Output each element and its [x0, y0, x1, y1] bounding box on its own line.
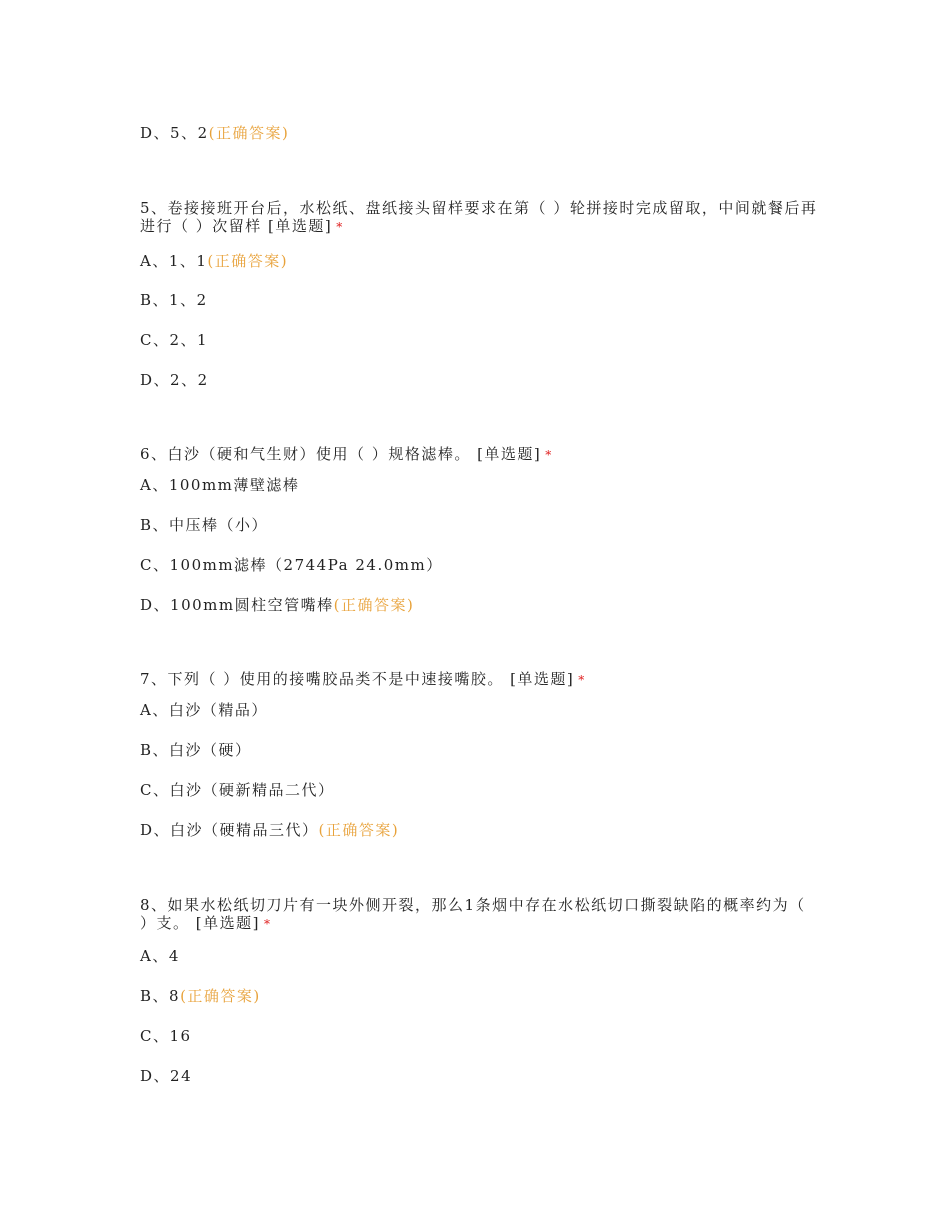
required-mark: * [578, 673, 586, 687]
required-mark: * [545, 448, 553, 462]
option-text: C、16 [140, 1027, 192, 1045]
question-7-option-a [140, 701, 268, 719]
option-text: A、4 [140, 947, 180, 965]
question-7-option-c [140, 781, 334, 799]
option-text: B、中压棒（小） [140, 516, 269, 534]
option-text: A、1、1 [140, 252, 208, 270]
question-8-title [140, 896, 820, 933]
required-mark: * [336, 220, 344, 234]
question-7-title [140, 670, 820, 689]
correct-answer-tag: (正确答案) [208, 124, 290, 142]
correct-answer-tag: (正确答案) [180, 987, 261, 1005]
option-text: A、白沙（精品） [140, 701, 268, 719]
option-text: C、白沙（硬新精品二代） [140, 781, 335, 799]
option-text: D、24 [140, 1067, 193, 1085]
question-text: 6、白沙（硬和气生财）使用（ ）规格滤棒。 [单选题] [140, 445, 542, 463]
question-8-option-d [140, 1067, 192, 1085]
option-text: C、2、1 [140, 331, 209, 349]
question-7-option-d [140, 821, 399, 839]
option-text: B、8 [140, 987, 181, 1005]
option-text: D、100mm圆柱空管嘴棒 [140, 596, 334, 614]
option-text: A、100mm薄壁滤棒 [140, 476, 300, 494]
option-text: C、100mm滤棒（2744Pa 24.0mm） [140, 556, 443, 574]
question-5-option-a [140, 252, 288, 270]
question-5-option-d [140, 371, 209, 389]
question-6-title [140, 445, 820, 464]
question-8-option-b [140, 987, 261, 1005]
prev-question-option-d [140, 124, 289, 142]
correct-answer-tag: (正确答案) [318, 821, 400, 839]
required-mark: * [263, 917, 272, 931]
correct-answer-tag: (正确答案) [333, 596, 415, 614]
correct-answer-tag: (正确答案) [207, 252, 289, 270]
question-5-option-c [140, 331, 208, 349]
question-text: 5、卷接接班开台后，水松纸、盘纸接头留样要求在第（ ）轮拼接时完成留取，中间就餐后再进行（ ）次留样 [单选题] [140, 199, 818, 235]
question-6-option-d [140, 596, 414, 614]
option-text: B、白沙（硬） [140, 741, 252, 759]
question-6-option-b [140, 516, 268, 534]
question-5-option-b [140, 291, 208, 309]
question-7-option-b [140, 741, 252, 759]
option-text: D、2、2 [140, 371, 209, 389]
option-text: D、5、2 [140, 124, 209, 142]
question-5-title [140, 199, 820, 236]
question-8-option-c [140, 1027, 192, 1045]
option-text: B、1、2 [140, 291, 208, 309]
question-text: 8、如果水松纸切刀片有一块外侧开裂，那么1条烟中存在水松纸切口撕裂缺陷的概率约为（ ）支。 [单选题] [140, 896, 806, 932]
question-text: 7、下列（ ）使用的接嘴胶品类不是中速接嘴胶。 [单选题] [140, 670, 575, 688]
question-6-option-c [140, 556, 443, 574]
question-8-option-a [140, 947, 180, 965]
question-6-option-a [140, 476, 299, 494]
option-text: D、白沙（硬精品三代） [140, 821, 319, 839]
